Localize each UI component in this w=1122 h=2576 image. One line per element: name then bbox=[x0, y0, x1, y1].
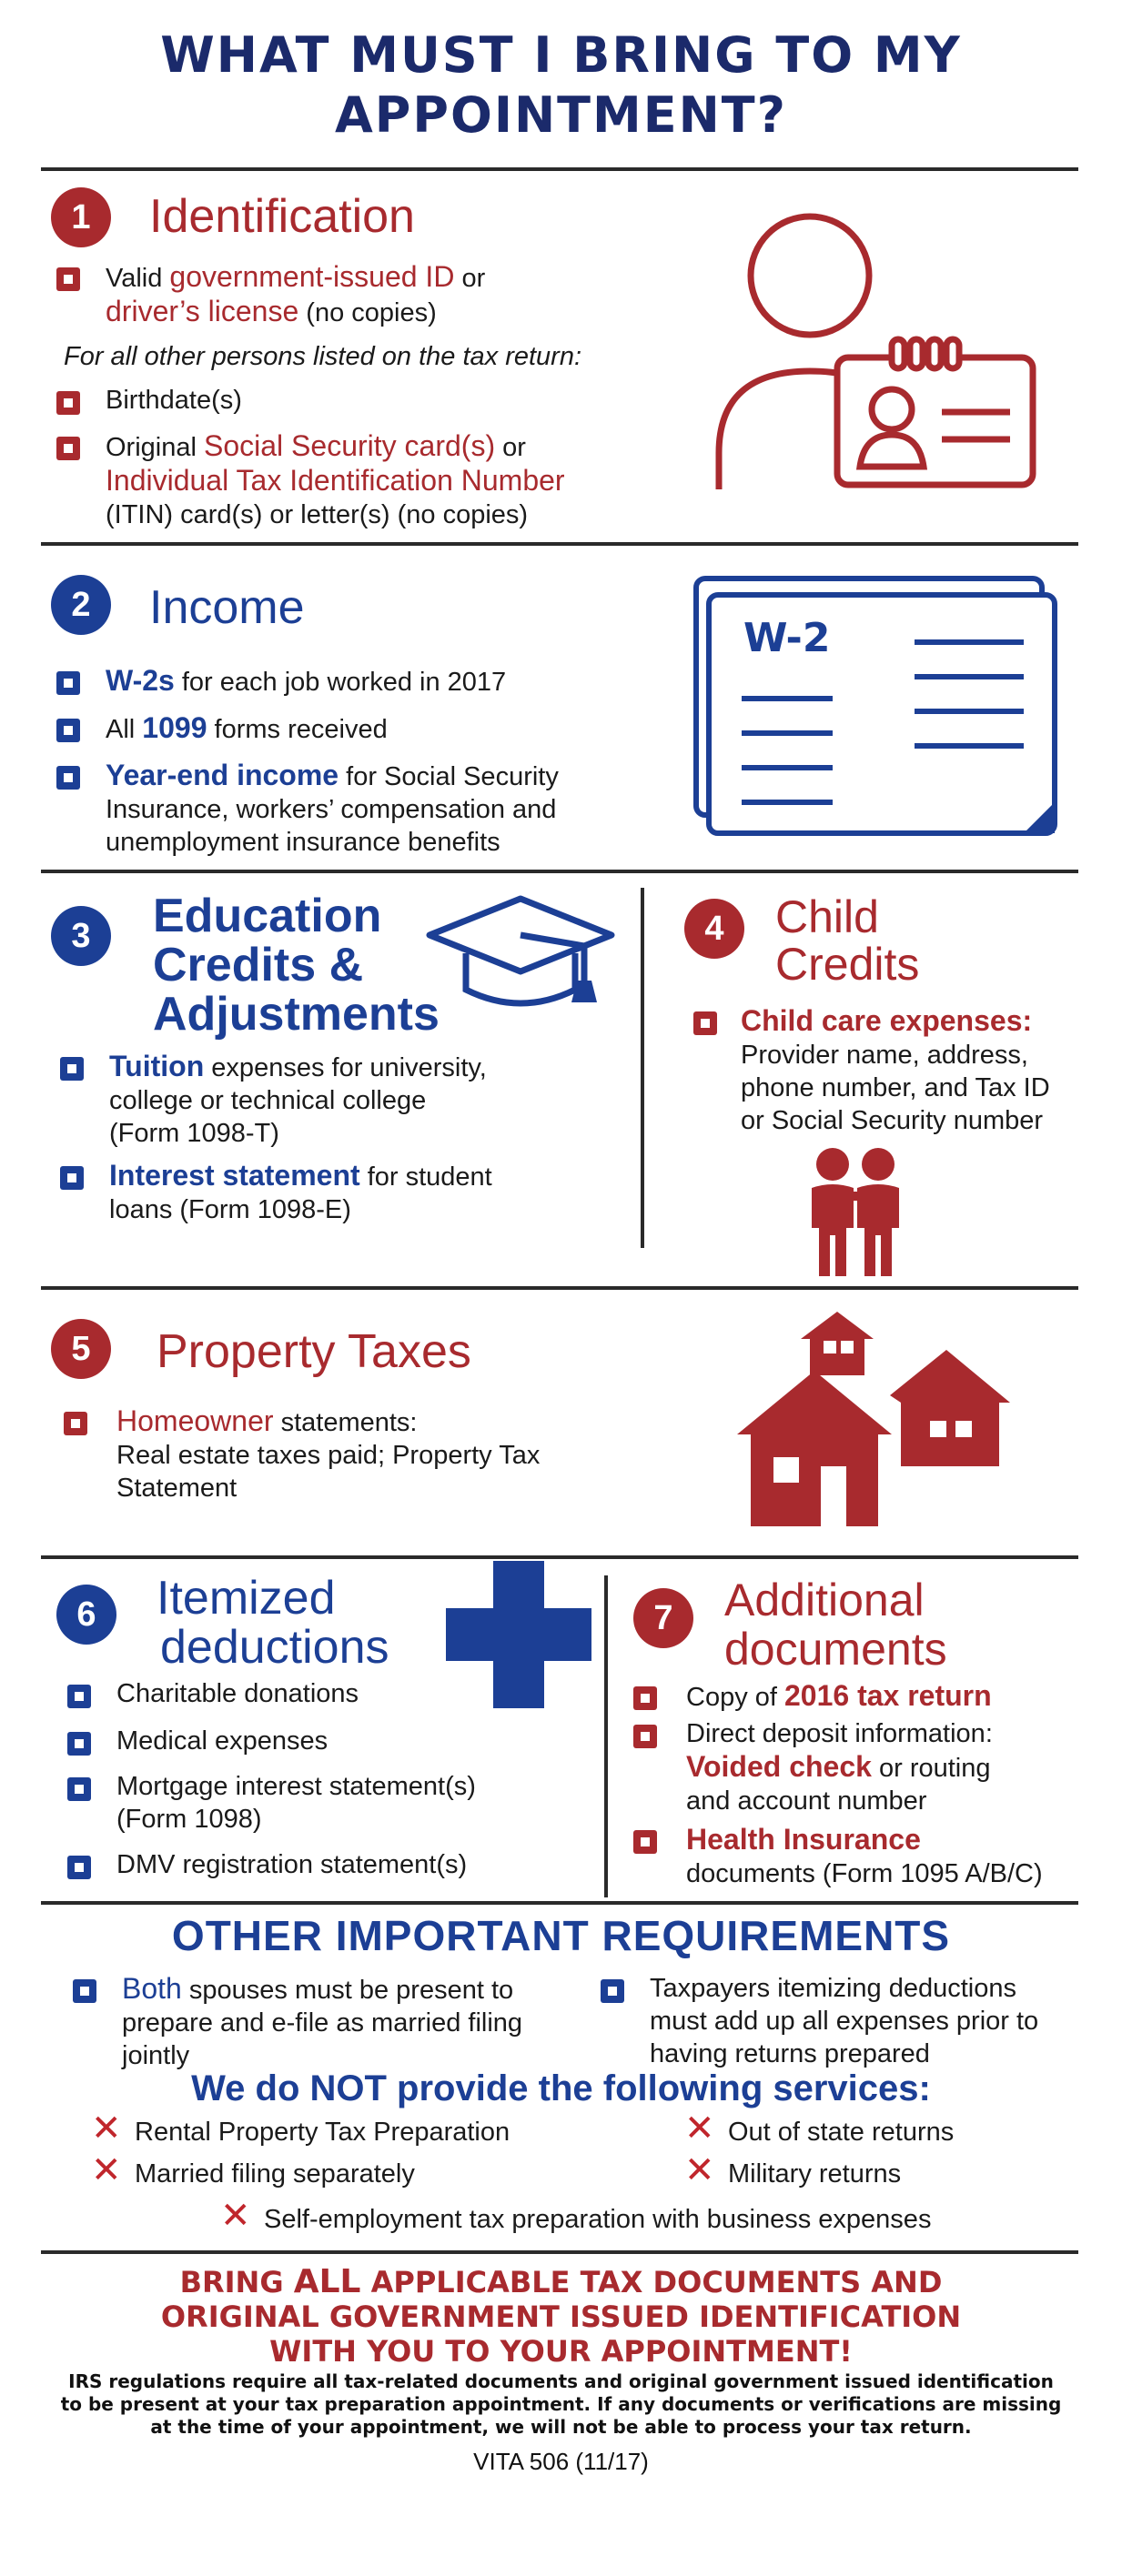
title-line-1: WHAT MUST I BRING TO MY bbox=[160, 26, 962, 84]
section-2-number: 2 bbox=[51, 575, 111, 635]
graduation-cap-icon bbox=[420, 890, 622, 1017]
irs-regulations-note: IRS regulations require all tax-related documents and original government issued identification to be present at your tax preparation appointment. If any documents or verifications are missing at the time of your appointment, we will not be able to process your tax return. bbox=[60, 2370, 1062, 2438]
section-2-heading: Income bbox=[149, 581, 305, 634]
checkbox-icon bbox=[633, 1686, 657, 1710]
checkbox-icon bbox=[56, 719, 80, 742]
x-mark-icon: ✕ bbox=[684, 2150, 715, 2190]
divider bbox=[41, 1286, 1078, 1290]
checkbox-icon bbox=[693, 1011, 717, 1035]
id-item-ssn-card: Original Social Security card(s) or Individual Tax Identification Number (ITIN) card(s) or letter(s) (no copies) bbox=[56, 429, 712, 531]
not-provided-heading: We do NOT provide the following services: bbox=[191, 2068, 931, 2108]
additional-item-health-insurance: Health Insurance documents (Form 1095 A/B/C) bbox=[633, 1823, 1088, 1890]
checkbox-icon bbox=[601, 1979, 624, 2003]
checkbox-icon bbox=[67, 1732, 91, 1756]
divider bbox=[641, 888, 644, 1248]
education-item-tuition: Tuition expenses for university, college or technical college (Form 1098-T) bbox=[60, 1050, 624, 1150]
checkbox-icon bbox=[633, 1830, 657, 1854]
divider bbox=[41, 167, 1078, 171]
divider bbox=[604, 1575, 608, 1897]
requirement-itemizing: Taxpayers itemizing deductions must add up all expenses prior to having returns prepared bbox=[601, 1972, 1074, 2070]
itemized-item-medical: Medical expenses bbox=[67, 1725, 577, 1757]
section-5-heading: Property Taxes bbox=[157, 1325, 471, 1378]
children-icon bbox=[801, 1144, 910, 1281]
income-item-w2: W-2s for each job worked in 2017 bbox=[56, 664, 675, 699]
service-self-employment: ✕ Self-employment tax preparation with business expenses bbox=[220, 2196, 932, 2236]
service-rental-property: ✕ Rental Property Tax Preparation bbox=[91, 2108, 510, 2148]
form-code: VITA 506 (11/17) bbox=[473, 2448, 649, 2475]
w2-form-icon bbox=[687, 571, 1069, 844]
x-mark-icon: ✕ bbox=[220, 2196, 251, 2236]
page-title bbox=[0, 25, 1122, 146]
w2-form-label: W-2 bbox=[743, 615, 831, 661]
section-4-heading: Child Credits bbox=[775, 891, 920, 990]
checkbox-icon bbox=[67, 1856, 91, 1879]
service-married-separately: ✕ Married filing separately bbox=[91, 2150, 415, 2190]
checkbox-icon bbox=[633, 1725, 657, 1748]
property-item-homeowner: Homeowner statements: Real estate taxes paid; Property Tax Statement bbox=[64, 1404, 664, 1504]
section-3-number: 3 bbox=[51, 906, 111, 966]
itemized-item-dmv: DMV registration statement(s) bbox=[67, 1848, 577, 1881]
checkbox-icon bbox=[64, 1412, 87, 1435]
income-item-1099: All 1099 forms received bbox=[56, 711, 675, 746]
checkbox-icon bbox=[56, 437, 80, 460]
section-6-number: 6 bbox=[56, 1585, 116, 1645]
x-mark-icon: ✕ bbox=[684, 2108, 715, 2148]
id-item-government-id: Valid government-issued ID or driver’s license (no copies) bbox=[56, 260, 675, 329]
checkbox-icon bbox=[60, 1057, 84, 1081]
requirements-heading: OTHER IMPORTANT REQUIREMENTS bbox=[171, 1912, 951, 1959]
income-item-year-end: Year-end income for Social Security Insurance, workers’ compensation and unemployment insurance benefits bbox=[56, 759, 675, 859]
x-mark-icon: ✕ bbox=[91, 2108, 122, 2148]
id-note: For all other persons listed on the tax return: bbox=[64, 342, 582, 371]
section-6-heading: Itemized deductions bbox=[157, 1572, 389, 1674]
id-badge-person-icon bbox=[710, 207, 1046, 498]
service-out-of-state: ✕ Out of state returns bbox=[684, 2108, 955, 2148]
section-7-number: 7 bbox=[633, 1588, 693, 1648]
bring-documents-banner: BRING ALL APPLICABLE TAX DOCUMENTS AND ORIGINAL GOVERNMENT ISSUED IDENTIFICATION WITH YOU TO YOUR APPOINTMENT! bbox=[160, 2263, 962, 2369]
checkbox-icon bbox=[73, 1979, 96, 2003]
service-military: ✕ Military returns bbox=[684, 2150, 902, 2190]
section-7-heading: Additional documents bbox=[724, 1575, 947, 1675]
checkbox-icon bbox=[56, 391, 80, 415]
houses-icon bbox=[737, 1312, 1015, 1530]
divider bbox=[41, 542, 1078, 546]
itemized-item-mortgage: Mortgage interest statement(s) (Form 1098) bbox=[67, 1770, 577, 1836]
additional-item-2016-return: Copy of 2016 tax return bbox=[633, 1679, 1088, 1714]
requirement-both-spouses: Both spouses must be present to prepare and e-file as married filing jointly bbox=[73, 1972, 582, 2072]
additional-item-direct-deposit: Direct deposit information: Voided check or routing and account number bbox=[633, 1717, 1088, 1817]
divider bbox=[41, 1901, 1078, 1905]
section-1-number: 1 bbox=[51, 187, 111, 247]
checkbox-icon bbox=[56, 766, 80, 790]
checkbox-icon bbox=[67, 1777, 91, 1801]
checkbox-icon bbox=[60, 1166, 84, 1190]
divider bbox=[41, 2250, 1078, 2254]
itemized-item-charitable: Charitable donations bbox=[67, 1677, 577, 1710]
education-item-interest: Interest statement for student loans (Form 1098-E) bbox=[60, 1159, 624, 1226]
divider bbox=[41, 1555, 1078, 1559]
checkbox-icon bbox=[56, 267, 80, 291]
id-item-birthdate: Birthdate(s) bbox=[56, 384, 675, 417]
checkbox-icon bbox=[56, 671, 80, 695]
title-line-2: APPOINTMENT? bbox=[335, 86, 787, 144]
section-5-number: 5 bbox=[51, 1319, 111, 1379]
divider bbox=[41, 870, 1078, 873]
child-item-care-expenses: Child care expenses: Provider name, address, phone number, and Tax ID or Social Security number bbox=[693, 1004, 1094, 1137]
checkbox-icon bbox=[67, 1685, 91, 1708]
section-3-heading: Education Credits & Adjustments bbox=[153, 890, 440, 1041]
section-4-number: 4 bbox=[684, 899, 744, 959]
x-mark-icon: ✕ bbox=[91, 2150, 122, 2190]
section-1-heading: Identification bbox=[149, 190, 415, 243]
